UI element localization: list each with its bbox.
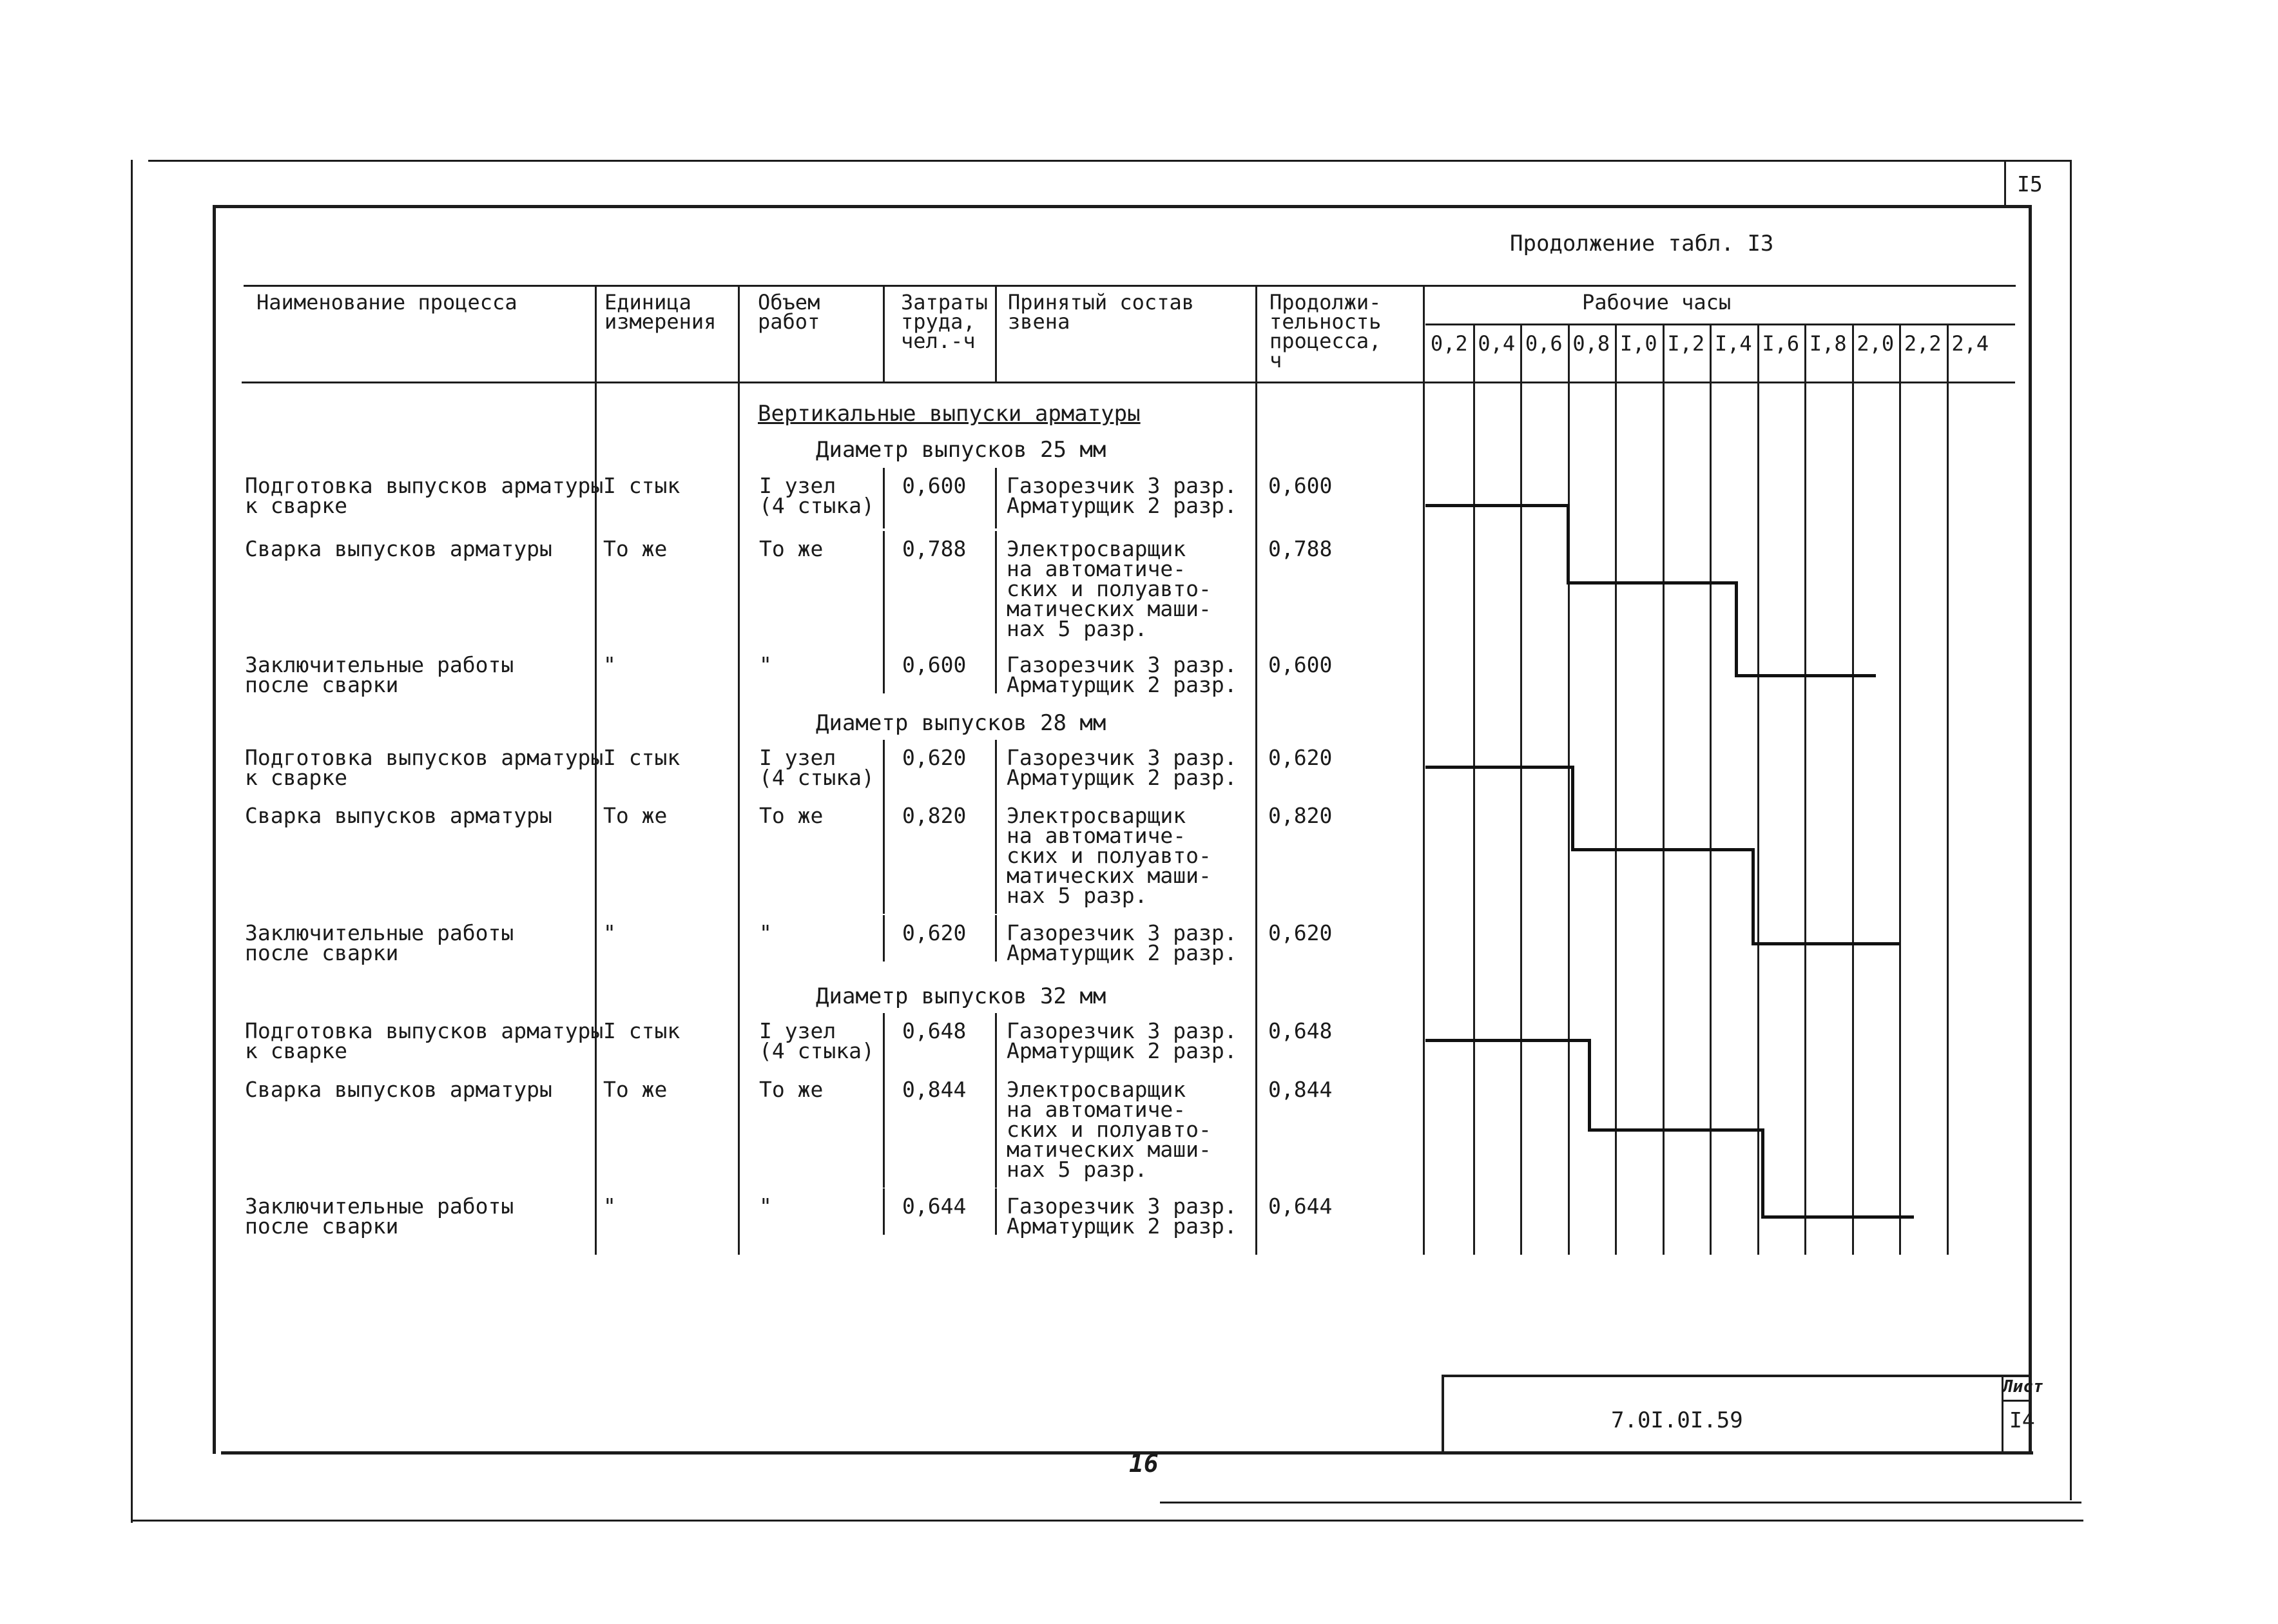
hour-tick-label: I,6 xyxy=(1762,331,1800,356)
hour-grid-line xyxy=(1615,324,1617,1255)
row-column-separator xyxy=(995,1072,997,1188)
row-crew: Газорезчик 3 разр. Арматурщик 2 разр. xyxy=(1007,920,1237,965)
header-unit: Единица измерения xyxy=(604,290,717,334)
sheet-top-number: I5 xyxy=(2017,171,2043,197)
row-unit: То же xyxy=(603,803,668,828)
row-column-separator xyxy=(995,468,997,528)
row-process: Заключительные работы после сварки xyxy=(245,920,514,965)
row-unit: I стык xyxy=(603,1018,681,1043)
gantt-bar xyxy=(1762,1215,1915,1219)
row-crew: Электросварщик на автоматиче- ских и полуавто- матических маши- нах 5 разр. xyxy=(1007,803,1211,908)
row-crew: Газорезчик 3 разр. Арматурщик 2 разр. xyxy=(1007,652,1237,697)
row-volume: То же xyxy=(759,803,824,828)
page-number: 16 xyxy=(1129,1449,1159,1478)
hour-tick-label: 2,0 xyxy=(1857,331,1895,356)
row-process: Подготовка выпусков арматуры к сварке xyxy=(245,1018,604,1063)
row-column-separator xyxy=(883,531,885,647)
hour-grid-line xyxy=(1710,324,1712,1255)
row-crew: Газорезчик 3 разр. Арматурщик 2 разр. xyxy=(1007,473,1237,518)
hour-grid-line xyxy=(1568,324,1570,1255)
hour-tick-label: 2,2 xyxy=(1904,331,1942,356)
stamp-sheet-number: I4 xyxy=(2009,1407,2035,1433)
gantt-connector xyxy=(1567,504,1570,585)
col-line-volume xyxy=(738,285,740,1255)
header-labor: Затраты труда, чел.-ч xyxy=(901,290,988,353)
stamp-sheet-hline xyxy=(2002,1400,2031,1402)
row-crew: Электросварщик на автоматиче- ских и полуавто- матических маши- нах 5 разр. xyxy=(1007,536,1211,641)
row-column-separator xyxy=(995,531,997,647)
row-unit: То же xyxy=(603,536,668,561)
gantt-bar xyxy=(1425,766,1572,769)
stamp-top xyxy=(1442,1375,2031,1377)
hour-tick-label: 2,4 xyxy=(1951,331,1989,356)
hour-grid-line xyxy=(1947,324,1949,1255)
row-column-separator xyxy=(995,647,997,693)
row-process: Сварка выпусков арматуры xyxy=(245,1077,552,1102)
row-column-separator xyxy=(883,1013,885,1074)
outer-frame-left xyxy=(131,160,133,1523)
continuation-title: Продолжение табл. I3 xyxy=(1510,231,1774,256)
row-column-separator xyxy=(883,1072,885,1188)
row-duration: 0,620 xyxy=(1268,745,1333,770)
row-labor: 0,620 xyxy=(902,745,967,770)
row-volume: " xyxy=(759,652,772,677)
hour-tick-label: I,8 xyxy=(1809,331,1847,356)
row-column-separator xyxy=(883,915,885,962)
hour-tick-label: I,4 xyxy=(1714,331,1752,356)
header-hours: Рабочие часы xyxy=(1582,290,1732,314)
outer-frame-top xyxy=(148,160,2072,162)
row-crew: Электросварщик на автоматиче- ских и полуавто- матических маши- нах 5 разр. xyxy=(1007,1077,1211,1182)
inner-frame-right xyxy=(2029,205,2032,1452)
row-process: Заключительные работы после сварки xyxy=(245,1194,514,1239)
hour-tick-label: 0,8 xyxy=(1572,331,1610,356)
row-labor: 0,648 xyxy=(902,1018,967,1043)
row-duration: 0,600 xyxy=(1268,652,1333,677)
gantt-connector xyxy=(1752,848,1755,945)
inner-frame-top xyxy=(213,205,2031,208)
header-bottom-line xyxy=(242,382,2015,383)
hour-grid-line xyxy=(1520,324,1522,1255)
row-column-separator xyxy=(995,740,997,800)
row-column-separator xyxy=(883,740,885,800)
group-title: Диаметр выпусков 32 мм xyxy=(816,983,1106,1009)
row-column-separator xyxy=(883,647,885,693)
row-column-separator xyxy=(995,798,997,914)
hours-subheader-line xyxy=(1425,324,2015,325)
inner-frame-left xyxy=(213,205,216,1454)
row-duration: 0,600 xyxy=(1268,473,1333,498)
hour-grid-line xyxy=(1757,324,1759,1255)
sheet-box-left xyxy=(2004,161,2006,206)
stamp-sheet-label: Лист xyxy=(2003,1377,2043,1397)
row-duration: 0,648 xyxy=(1268,1018,1333,1043)
hour-tick-label: I,0 xyxy=(1619,331,1657,356)
row-labor: 0,788 xyxy=(902,536,967,561)
row-labor: 0,620 xyxy=(902,920,967,945)
row-volume: I узел (4 стыка) xyxy=(759,745,874,790)
hour-grid-line xyxy=(1473,324,1475,1255)
row-process: Подготовка выпусков арматуры к сварке xyxy=(245,745,604,790)
group-title: Диаметр выпусков 25 мм xyxy=(816,437,1106,463)
row-volume: " xyxy=(759,920,772,945)
header-process: Наименование процесса xyxy=(256,290,517,314)
hour-grid-line xyxy=(1852,324,1854,1255)
gantt-bar xyxy=(1425,504,1568,507)
hour-grid-line xyxy=(1804,324,1806,1255)
row-duration: 0,620 xyxy=(1268,920,1333,945)
row-labor: 0,600 xyxy=(902,473,967,498)
row-labor: 0,644 xyxy=(902,1194,967,1219)
row-column-separator xyxy=(883,468,885,528)
row-column-separator xyxy=(995,1013,997,1074)
hour-tick-label: 0,2 xyxy=(1430,331,1468,356)
gantt-connector xyxy=(1761,1128,1764,1219)
row-volume: То же xyxy=(759,1077,824,1102)
header-top-line xyxy=(244,285,2016,287)
outer-frame-bottom-inner xyxy=(1160,1502,2081,1503)
gantt-connector xyxy=(1735,581,1738,677)
hour-tick-label: 0,6 xyxy=(1525,331,1563,356)
row-volume: То же xyxy=(759,536,824,561)
row-unit: То же xyxy=(603,1077,668,1102)
row-process: Сварка выпусков арматуры xyxy=(245,803,552,828)
row-volume: " xyxy=(759,1194,772,1219)
row-duration: 0,844 xyxy=(1268,1077,1333,1102)
row-labor: 0,844 xyxy=(902,1077,967,1102)
gantt-bar xyxy=(1425,1039,1589,1042)
row-crew: Газорезчик 3 разр. Арматурщик 2 разр. xyxy=(1007,745,1237,790)
gantt-bar xyxy=(1568,581,1736,585)
outer-frame-bottom xyxy=(131,1520,2083,1522)
row-column-separator xyxy=(883,1188,885,1235)
row-column-separator xyxy=(995,1188,997,1235)
row-duration: 0,644 xyxy=(1268,1194,1333,1219)
row-unit: " xyxy=(603,920,616,945)
group-title: Диаметр выпусков 28 мм xyxy=(816,710,1106,736)
row-labor: 0,820 xyxy=(902,803,967,828)
row-crew: Газорезчик 3 разр. Арматурщик 2 разр. xyxy=(1007,1194,1237,1239)
col-line-duration xyxy=(1255,285,1257,1255)
row-labor: 0,600 xyxy=(902,652,967,677)
hour-tick-label: 0,4 xyxy=(1478,331,1516,356)
row-unit: I стык xyxy=(603,473,681,498)
row-unit: " xyxy=(603,652,616,677)
row-duration: 0,820 xyxy=(1268,803,1333,828)
row-volume: I узел (4 стыка) xyxy=(759,1018,874,1063)
hour-grid-line xyxy=(1663,324,1665,1255)
outer-frame-right xyxy=(2070,160,2072,1500)
header-volume: Объем работ xyxy=(758,290,820,334)
inner-frame-bottom xyxy=(221,1451,2033,1455)
row-unit: " xyxy=(603,1194,616,1219)
header-crew: Принятый состав звена xyxy=(1008,290,1194,334)
row-column-separator xyxy=(883,798,885,914)
col-line-hours xyxy=(1423,285,1425,1255)
stamp-left xyxy=(1442,1375,1444,1452)
gantt-bar xyxy=(1572,848,1753,851)
row-process: Сварка выпусков арматуры xyxy=(245,536,552,561)
row-crew: Газорезчик 3 разр. Арматурщик 2 разр. xyxy=(1007,1018,1237,1063)
row-process: Подготовка выпусков арматуры к сварке xyxy=(245,473,604,518)
row-column-separator xyxy=(995,915,997,962)
gantt-bar xyxy=(1736,674,1876,677)
header-duration: Продолжи- тельность процесса, ч xyxy=(1269,290,1382,372)
gantt-connector xyxy=(1571,766,1574,851)
section-title: Вертикальные выпуски арматуры xyxy=(758,401,1141,427)
row-process: Заключительные работы после сварки xyxy=(245,652,514,697)
col-line-labor xyxy=(883,285,885,382)
row-volume: I узел (4 стыка) xyxy=(759,473,874,518)
gantt-connector xyxy=(1588,1039,1591,1132)
hour-tick-label: I,2 xyxy=(1667,331,1705,356)
hour-grid-line xyxy=(1899,324,1901,1255)
gantt-bar xyxy=(1589,1128,1762,1132)
gantt-bar xyxy=(1753,942,1900,945)
col-line-crew xyxy=(995,285,997,382)
row-unit: I стык xyxy=(603,745,681,770)
stamp-code: 7.0I.0I.59 xyxy=(1611,1407,1743,1433)
row-duration: 0,788 xyxy=(1268,536,1333,561)
